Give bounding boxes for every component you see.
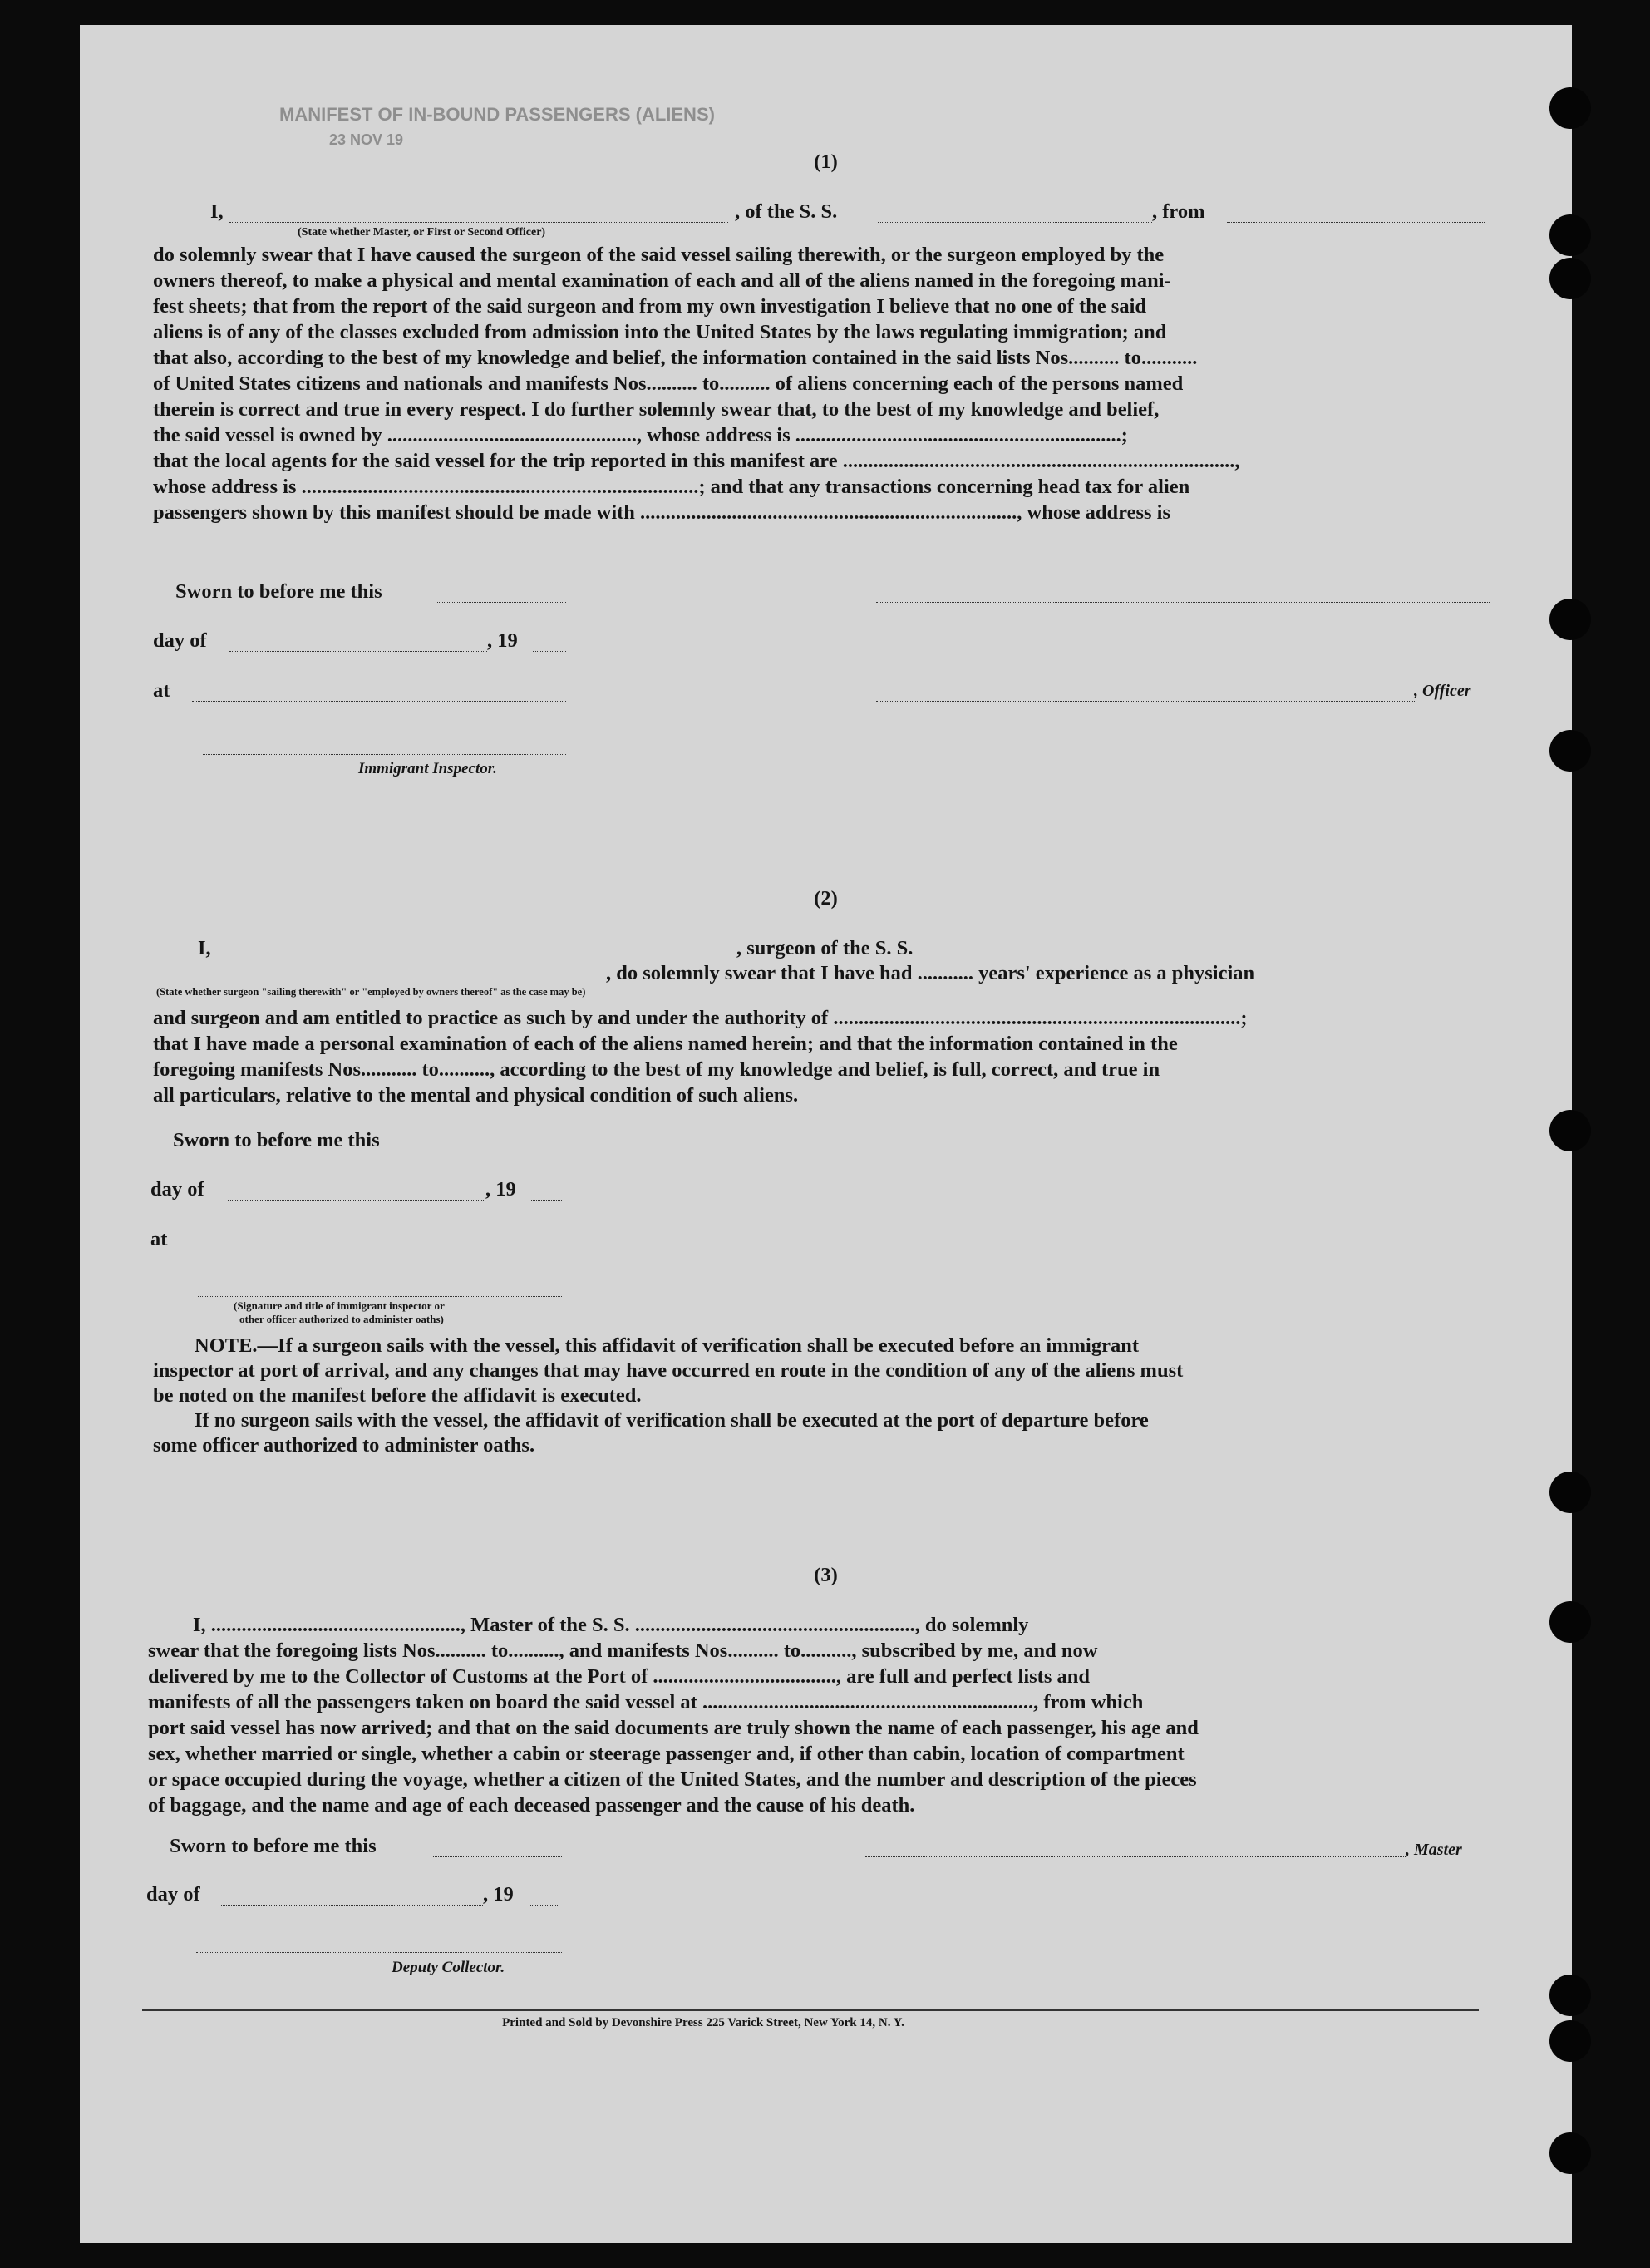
sec3-deputy-label: Deputy Collector.	[392, 1959, 505, 1976]
sec2-sworn-blank	[433, 1150, 562, 1151]
sec2-note-line: be noted on the manifest before the affidavit is executed.	[153, 1384, 642, 1407]
sec2-at-blank	[188, 1249, 562, 1250]
sec2-note-line: NOTE.—If a surgeon sails with the vessel, this affidavit of verification shall be executed before an immigrant	[195, 1334, 1140, 1357]
sec2-text-line: that I have made a personal examination of each of the aliens named herein; and that the information contained in the	[153, 1033, 1178, 1055]
sec2-note-line: some officer authorized to administer oaths.	[153, 1434, 535, 1457]
sec2-sworn-label: Sworn to before me this	[173, 1129, 380, 1151]
sec1-text-line: that also, according to the best of my knowledge and belief, the information contained in the said lists Nos.......... to...........	[153, 347, 1198, 369]
sec1-year-blank	[533, 650, 566, 652]
punch-hole	[1549, 1601, 1591, 1643]
sec3-dayof-label: day of	[146, 1883, 200, 1906]
punch-hole	[1549, 87, 1591, 129]
sec1-text-line: fest sheets; that from the report of the said surgeon and from my own investigation I believe that no one of the said	[153, 295, 1146, 318]
sec1-line1-a: I,	[210, 200, 224, 223]
sec1-address-blank	[153, 539, 764, 540]
sec3-year-label: , 19	[483, 1883, 514, 1906]
sec1-text-line: therein is correct and true in every respect. I do further solemnly swear that, to the best of my knowledge and belief,	[153, 398, 1160, 421]
sec3-deputy-line	[196, 1951, 562, 1953]
footer-printer: Printed and Sold by Devonshire Press 225 Varick Street, New York 14, N. Y.	[502, 2016, 904, 2029]
sec2-text-line: all particulars, relative to the mental and physical condition of such aliens.	[153, 1084, 799, 1107]
sec2-at-label: at	[150, 1228, 168, 1250]
sec1-dayof-blank	[229, 650, 487, 652]
punch-hole	[1549, 2020, 1591, 2062]
sec1-at-label: at	[153, 679, 170, 702]
punch-hole	[1549, 1110, 1591, 1151]
sec2-note-line: inspector at port of arrival, and any changes that may have occurred en route in the condition of any of the aliens must	[153, 1359, 1184, 1382]
sec3-text-line: delivered by me to the Collector of Customs at the Port of ...................................., are full and perfect lists and	[148, 1665, 1090, 1688]
punch-hole	[1549, 730, 1591, 772]
sec2-surgeon-note: (State whether surgeon "sailing therewith" or "employed by owners thereof" as the case may be)	[156, 986, 586, 998]
sec2-text-line: and surgeon and am entitled to practice as such by and under the authority of ................................................................................;	[153, 1007, 1248, 1029]
sec1-officer-line	[876, 700, 1416, 702]
ghost-header-date: 23 NOV 19	[329, 131, 404, 148]
sec3-text-line: sex, whether married or single, whether a cabin or steerage passenger and, if other than cabin, location of compartment	[148, 1743, 1185, 1765]
sec1-text-line: that the local agents for the said vessel for the trip reported in this manifest are .............................................................................,	[153, 450, 1240, 472]
sec3-text-line: or space occupied during the voyage, whether a citizen of the United States, and the number and description of the pieces	[148, 1768, 1197, 1791]
sec2-inspector-line	[198, 1295, 562, 1297]
sec3-dayof-blank	[221, 1904, 483, 1906]
sec1-at-blank	[192, 700, 566, 702]
sec3-text-line: I, ................................................., Master of the S. S. ......................................................., do solemnly	[193, 1614, 1029, 1636]
sec1-master-blank	[229, 221, 728, 223]
sec2-dayof-blank	[228, 1199, 485, 1201]
sec1-sworn-label: Sworn to before me this	[175, 580, 382, 603]
sec1-year-label: , 19	[487, 629, 518, 652]
sec2-note-line: If no surgeon sails with the vessel, the affidavit of verification shall be executed at the port of departure before	[195, 1409, 1149, 1432]
ghost-header-title: MANIFEST OF IN-BOUND PASSENGERS (ALIENS)	[279, 104, 715, 125]
sec1-text-line: whose address is ..............................................................................; and that any transactions concerning head tax for alien	[153, 476, 1190, 498]
punch-hole	[1549, 214, 1591, 256]
sec1-text-line: the said vessel is owned by ................................................., whose address is ................................................................;	[153, 424, 1128, 446]
section-1-number: (1)	[814, 150, 838, 173]
sec2-year-blank	[531, 1199, 562, 1201]
sec3-sworn-blank	[433, 1856, 562, 1857]
section-2-number: (2)	[814, 887, 838, 910]
sec1-officer-note: (State whether Master, or First or Second Officer)	[298, 226, 546, 239]
section-3-number: (3)	[814, 1564, 838, 1586]
sec2-year-label: , 19	[485, 1178, 516, 1201]
sec1-sworn-blank	[437, 601, 566, 603]
sec2-dayof-label: day of	[150, 1178, 204, 1201]
sec1-inspector-line	[203, 753, 566, 755]
sec1-text-line: passengers shown by this manifest should be made with .........................................................................., whose address is	[153, 501, 1171, 524]
sec2-surgeon-type-blank	[153, 983, 606, 984]
footer-rule	[142, 2009, 1479, 2011]
sec1-text-line: of United States citizens and nationals and manifests Nos.......... to.......... of aliens concerning each of the persons named	[153, 372, 1184, 395]
sec3-year-blank	[529, 1904, 558, 1906]
sec3-master-label: , Master	[1406, 1841, 1462, 1859]
sec3-sworn-label: Sworn to before me this	[170, 1835, 377, 1857]
sec2-text-line: foregoing manifests Nos........... to.........., according to the best of my knowledge and belief, is full, correct, and true in	[153, 1058, 1160, 1081]
manifest-sheet	[80, 25, 1572, 2243]
sec1-text-line: owners thereof, to make a physical and mental examination of each and all of the aliens named in the foregoing mani-	[153, 269, 1171, 292]
sec1-text-line: aliens is of any of the classes excluded from admission into the United States by the laws regulating immigration; and	[153, 321, 1167, 343]
sec2-line1-b: , surgeon of the S. S.	[736, 937, 914, 959]
sec3-text-line: manifests of all the passengers taken on board the said vessel at ................................................................., from which	[148, 1691, 1144, 1713]
sec1-from-blank	[1227, 221, 1485, 223]
sec1-officer-signature-line	[876, 601, 1490, 603]
sec1-inspector-label: Immigrant Inspector.	[358, 760, 497, 777]
punch-hole	[1549, 599, 1591, 640]
sec3-text-line: of baggage, and the name and age of each deceased passenger and the cause of his death.	[148, 1794, 915, 1817]
sec3-text-line: swear that the foregoing lists Nos.......... to.........., and manifests Nos.......... to.........., subscribed by me, and now	[148, 1639, 1098, 1662]
sec2-signature-line	[874, 1150, 1486, 1151]
sec2-line1-a: I,	[198, 937, 211, 959]
sec1-text-line: do solemnly swear that I have caused the surgeon of the said vessel sailing therewith, or the surgeon employed by the	[153, 244, 1165, 266]
punch-hole	[1549, 2132, 1591, 2174]
sec3-master-signature-line	[865, 1856, 1406, 1857]
sec3-text-line: port said vessel has now arrived; and that on the said documents are truly shown the name of each passenger, his age and	[148, 1717, 1199, 1739]
sec1-ship-blank	[878, 221, 1152, 223]
punch-hole	[1549, 1975, 1591, 2016]
sec1-officer-label: , Officer	[1414, 682, 1471, 700]
sec1-dayof-label: day of	[153, 629, 207, 652]
punch-hole	[1549, 1472, 1591, 1513]
sec2-surgeon-name-blank	[229, 958, 728, 959]
sec1-line1-c: , from	[1152, 200, 1205, 223]
sec2-ship-blank	[969, 958, 1478, 959]
punch-hole	[1549, 258, 1591, 299]
sec2-line2: , do solemnly swear that I have had ........... years' experience as a physician	[606, 962, 1255, 984]
sec2-sig-note-2: other officer authorized to administer oaths)	[239, 1313, 444, 1325]
sec1-line1-b: , of the S. S.	[735, 200, 838, 223]
sec2-sig-note-1: (Signature and title of immigrant inspector or	[234, 1299, 445, 1312]
